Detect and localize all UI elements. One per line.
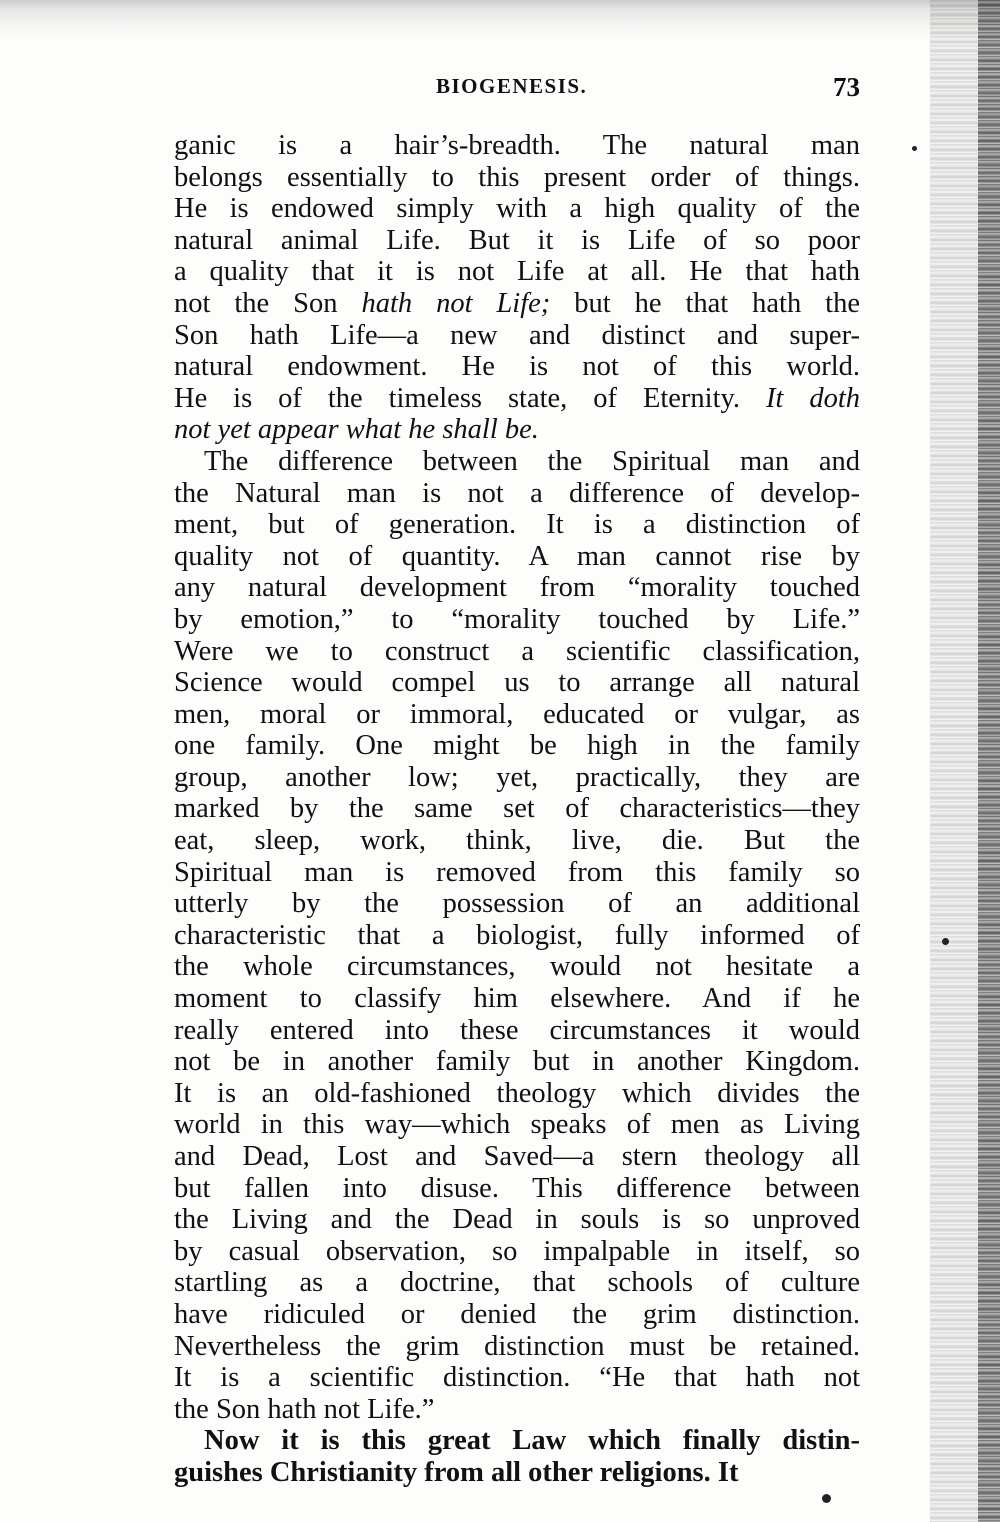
line-text: one family. One might be high in the family [174, 730, 860, 762]
text-line [174, 920, 860, 952]
text-line [174, 951, 860, 983]
ink-speck [912, 146, 917, 151]
text-line [174, 541, 860, 573]
line-text: belongs essentially to this present order of things. [174, 161, 860, 193]
line-text: characteristic that a biologist, fully informed of [174, 919, 860, 951]
line-text: startling as a doctrine, that schools of culture [174, 1267, 860, 1299]
line-text: world in this way—which speaks of men as Living [174, 1109, 860, 1141]
line-text: marked by the same set of characteristics—they [174, 793, 860, 825]
text-line [174, 225, 860, 257]
text-line [174, 888, 860, 920]
line-text: the whole circumstances, would not hesitate a [174, 951, 860, 983]
text-line [174, 1015, 860, 1047]
line-text: It is a scientific distinction. “He that hath not [174, 1362, 860, 1394]
italic-text: hath not Life; [361, 287, 551, 319]
text-line [174, 1425, 860, 1457]
text-line [174, 1173, 860, 1205]
line-text: have ridiculed or denied the grim distinction. [174, 1298, 860, 1330]
line-text: natural animal Life. But it is Life of so poor [174, 224, 860, 256]
text-line [174, 478, 860, 510]
line-text: any natural development from “morality touched [174, 572, 860, 604]
line-text: but fallen into disuse. This difference between [174, 1172, 860, 1204]
line-text: and Dead, Lost and Saved—a stern theology all [174, 1141, 860, 1172]
line-text: men, moral or immoral, educated or vulgar, as [174, 698, 860, 730]
line-text: moment to classify him elsewhere. And if he [174, 983, 860, 1015]
line-text: the Son hath not Life.” [174, 1393, 435, 1425]
text-line [174, 857, 860, 889]
body-text [174, 130, 860, 1489]
line-text: He is endowed simply with a high quality of the [174, 193, 860, 225]
text-line [174, 1141, 860, 1173]
line-text: a quality that it is not Life at all. He that hath [174, 256, 860, 288]
line-text: It is an old-fashioned theology which divides the [174, 1077, 860, 1109]
line-text: ment, but of generation. It is a distinction of [174, 509, 860, 541]
line-text: guishes Christianity from all other religions. It [174, 1456, 739, 1488]
text-line [174, 320, 860, 352]
line-text: The difference between the Spiritual man and [204, 445, 860, 477]
line-text: natural endowment. He is not of this world. [174, 351, 860, 383]
text-line [174, 1362, 860, 1394]
line-text: ganic is a hair’s-breadth. The natural man [174, 130, 860, 161]
running-head: BIOGENESIS. [436, 74, 588, 98]
italic-text: not yet appear what he shall be. [174, 414, 539, 446]
line-text: Son hath Life—a new and distinct and super- [174, 319, 860, 351]
text-line [174, 256, 860, 288]
text-line [174, 699, 860, 731]
text-line [174, 1331, 860, 1363]
text-line [174, 667, 860, 699]
line-text: utterly by the possession of an additional [174, 888, 860, 920]
text-line [174, 730, 860, 762]
text-line [174, 130, 860, 162]
italic-text: It doth [765, 382, 861, 414]
text-line [174, 193, 860, 225]
text-line [174, 983, 860, 1015]
line-text: by casual observation, so impalpable in itself, so [174, 1235, 860, 1267]
text-line [174, 1109, 860, 1141]
line-text: by emotion,” to “morality touched by Life.” [174, 603, 860, 635]
line-text: the Natural man is not a difference of develop- [174, 477, 860, 509]
text-line [174, 793, 860, 825]
ink-speck [942, 938, 949, 945]
line-text: really entered into these circumstances it would [174, 1014, 860, 1046]
ink-speck [822, 1494, 831, 1503]
text-line [174, 509, 860, 541]
text-line [174, 825, 860, 857]
text-line [174, 604, 860, 636]
text-line [174, 1236, 860, 1268]
text-line [174, 1394, 860, 1426]
line-text: He is of the timeless state, of Eternity. [174, 382, 766, 414]
line-text: eat, sleep, work, think, live, die. But the [174, 825, 860, 857]
scan-shadow-top [0, 0, 1000, 42]
text-line [174, 762, 860, 794]
line-text: the Living and the Dead in souls is so unproved [174, 1204, 860, 1236]
line-text: Now it is this great Law which finally distin- [204, 1425, 860, 1457]
line-text: Spiritual man is removed from this family so [174, 856, 860, 888]
text-line [174, 351, 860, 383]
page-header [174, 72, 864, 108]
line-text: Science would compel us to arrange all natural [174, 667, 860, 699]
line-text: Were we to construct a scientific classification, [174, 635, 860, 667]
page-number: 73 [833, 72, 860, 102]
text-line [174, 1046, 860, 1078]
text-line [174, 636, 860, 668]
text-line [174, 288, 860, 320]
line-text: not be in another family but in another Kingdom. [174, 1046, 860, 1078]
text-line [174, 1457, 860, 1489]
line-text: but he that hath the [550, 287, 860, 319]
scan-edge-right [978, 0, 1000, 1522]
text-line [174, 383, 860, 415]
text-line [174, 1267, 860, 1299]
text-line [174, 162, 860, 194]
line-text: Nevertheless the grim distinction must be retained. [174, 1330, 860, 1362]
text-line [174, 414, 860, 446]
line-text: not the Son [174, 287, 362, 319]
text-line [174, 1204, 860, 1236]
line-text: group, another low; yet, practically, they are [174, 761, 860, 793]
line-text: quality not of quantity. A man cannot rise by [174, 540, 860, 572]
text-line [174, 1078, 860, 1110]
text-line [174, 1299, 860, 1331]
text-line [174, 446, 860, 478]
text-line [174, 572, 860, 604]
